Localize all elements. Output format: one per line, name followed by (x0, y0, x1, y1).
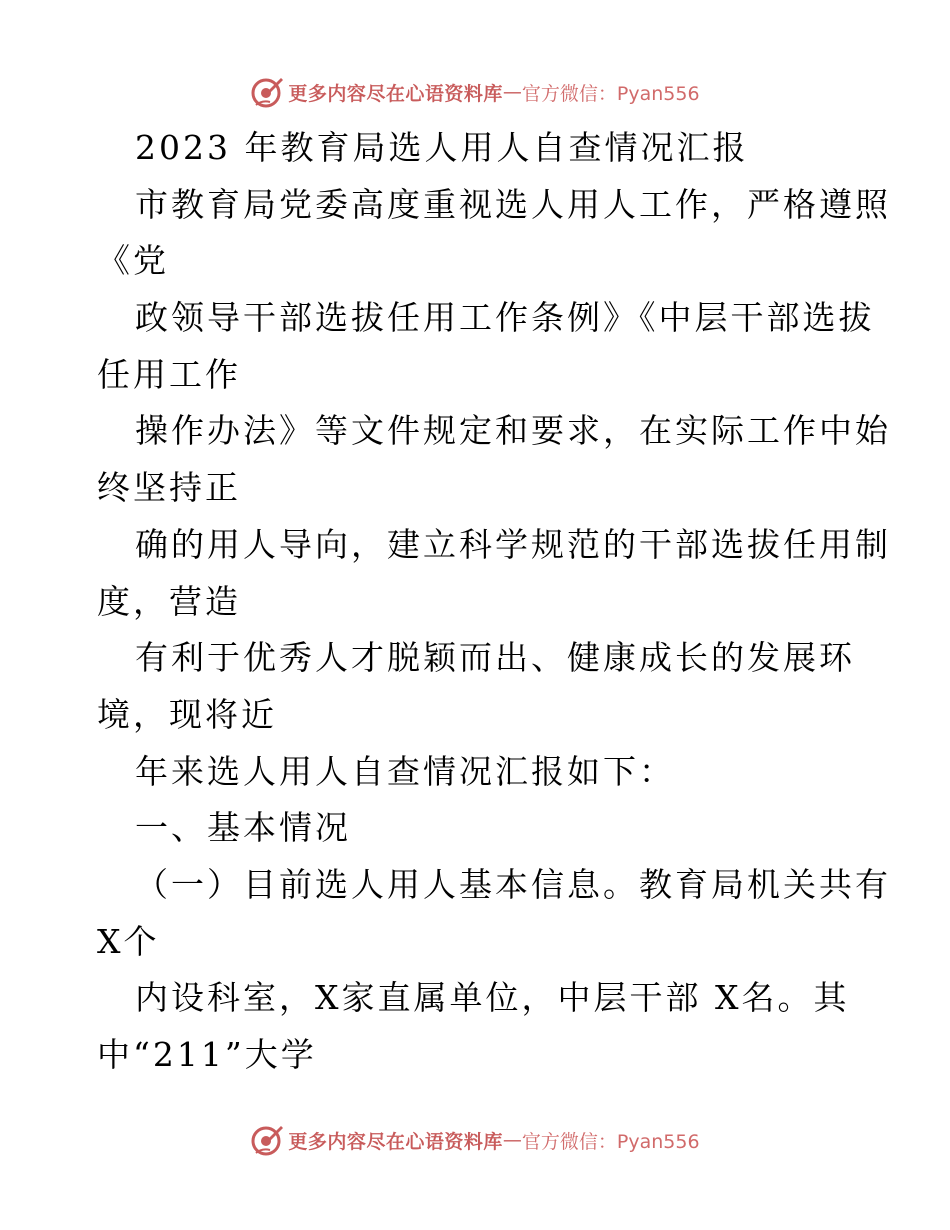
text-line: 市教育局党委高度重视选人用人工作，严格遵照 (135, 184, 891, 224)
watermark-main-text: 更多内容尽在心语资料库 (288, 1130, 503, 1153)
text-line: （一）目前选人用人基本信息。教育局机关共有 (135, 864, 891, 904)
document-title: 2023 年教育局选人用人自查情况汇报 (135, 128, 749, 167)
watermark-main-text: 更多内容尽在心语资料库 (288, 82, 503, 105)
watermark-separator: — (502, 81, 522, 103)
text-line: 政领导干部选拔任用工作条例》《中层干部选拔 (135, 298, 875, 338)
watermark-wechat-text: 官方微信：Pyan556 (521, 82, 700, 105)
text-line: 中“211”大学 (97, 1035, 317, 1074)
text-line: 年来选人用人自查情况汇报如下： (135, 751, 675, 791)
text-line: 《党 (97, 241, 169, 281)
document-body (97, 120, 891, 1084)
watermark-wechat-text: 官方微信：Pyan556 (521, 1130, 700, 1153)
watermark-separator: — (502, 1129, 522, 1151)
text-line: 内设科室，X家直属单位，中层干部 X名。其 (135, 978, 850, 1018)
text-line: 确的用人导向，建立科学规范的干部选拔任用制 (135, 524, 891, 564)
text-line: 终坚持正 (97, 468, 241, 508)
text-line: 任用工作 (97, 354, 241, 394)
text-line: 境，现将近 (97, 694, 277, 734)
watermark-footer (0, 1120, 950, 1160)
section-heading: 一、基本情况 (135, 808, 351, 848)
text-line: 操作办法》等文件规定和要求，在实际工作中始 (135, 411, 891, 451)
text-line: 度，营造 (97, 581, 241, 621)
pen-logo-icon (250, 75, 284, 109)
pen-logo-icon (250, 1123, 284, 1157)
watermark-header (0, 72, 950, 112)
text-line: 有利于优秀人才脱颖而出、健康成长的发展环 (135, 638, 855, 678)
text-line: X个 (97, 921, 160, 961)
